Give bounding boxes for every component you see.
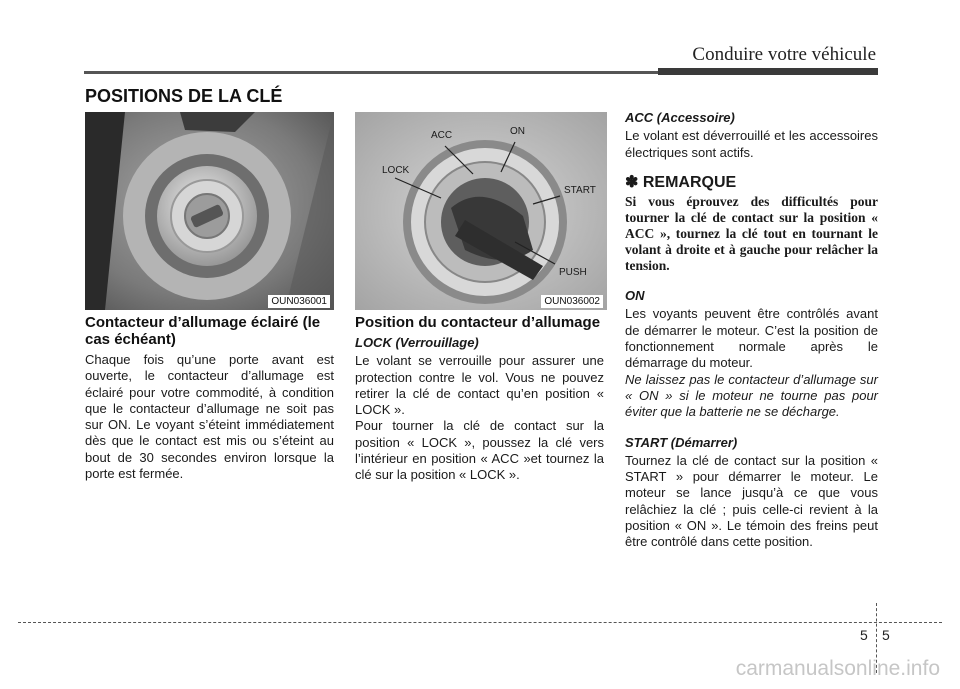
label-push: PUSH — [559, 267, 587, 278]
watermark: carmanualsonline.info — [735, 657, 940, 680]
chapter-number: 5 — [860, 627, 868, 643]
note-on: Ne laissez pas le contacteur d’allumage sur « ON » si le moteur ne tourne pas pour éviter que la batterie ne se décharge. — [625, 371, 878, 420]
column-switch-position — [355, 314, 604, 484]
paragraph-illumination: Chaque fois qu’une porte avant est ouverte, le contacteur d’allumage est éclairé pour votre commodité, à condition que le contacteur d’allumage ne soit pas sur ON. Le voyant s’éteint immédiatement dès que le contact est mis ou s’éteint au bout de 30 secondes environ lorsque la porte est fermée. — [85, 352, 334, 482]
figure-code-left: OUN036001 — [268, 295, 330, 308]
heading-start: START (Démarrer) — [625, 434, 738, 450]
ignition-photo-left — [85, 112, 334, 310]
ignition-switch-illuminated-image — [85, 112, 334, 310]
paragraph-lock-1: Le volant se verrouille pour assurer une protection contre le vol. Vous ne pouvez retirer la clé de contact qu’en position « LOCK ». — [355, 353, 604, 418]
section-title: POSITIONS DE LA CLÉ — [85, 86, 283, 106]
paragraph-lock-2: Pour tourner la clé de contact sur la position « LOCK », poussez la clé vers l’intérieur en position « ACC »et tournez la clé sur la position « LOCK ». — [355, 418, 604, 483]
chapter-title: Conduire votre véhicule — [692, 44, 876, 65]
label-on: ON — [510, 126, 525, 137]
label-start: START — [564, 185, 596, 196]
header-rule-accent — [658, 68, 878, 75]
paragraph-start: Tournez la clé de contact sur la position « START » pour démarrer le moteur. Le moteur se lance jusqu’à ce que vous relâchiez la clé ; puis celle-ci revient à la position « ON ». Le témoin des freins peut être contrôlé dans cette position. — [625, 452, 878, 550]
heading-on: ON — [625, 288, 645, 304]
heading-lock: LOCK (Verrouillage) — [355, 335, 479, 350]
column-positions — [625, 110, 878, 551]
ignition-diagram-right — [355, 112, 607, 310]
remark-title: ✽ REMARQUE — [625, 173, 737, 191]
heading-acc: ACC (Accessoire) — [625, 110, 735, 125]
ignition-positions-image — [355, 112, 607, 310]
figure-code-right: OUN036002 — [541, 295, 603, 308]
column-illumination — [85, 314, 334, 482]
heading-switch-position: Position du contacteur d’allumage — [355, 314, 601, 331]
paragraph-on: Les voyants peuvent être contrôlés avant de démarrer le moteur. C’est la position de fonctionnement normale après le démarrage du moteur. — [625, 306, 878, 371]
label-lock: LOCK — [382, 165, 410, 176]
footer-rule — [18, 622, 942, 623]
heading-illuminated-switch: Contacteur d’allumage éclairé (le cas échéant) — [85, 314, 321, 348]
remark-body: Si vous éprouvez des difficultés pour tourner la clé de contact sur la position « ACC », tournez la clé tout en tournant le volant à droite et à gauche pour relâcher la tension. — [625, 194, 878, 274]
label-acc: ACC — [431, 130, 453, 141]
paragraph-acc: Le volant est déverrouillé et les accessoires électriques sont actifs. — [625, 128, 878, 160]
page-number: 5 — [882, 627, 890, 643]
